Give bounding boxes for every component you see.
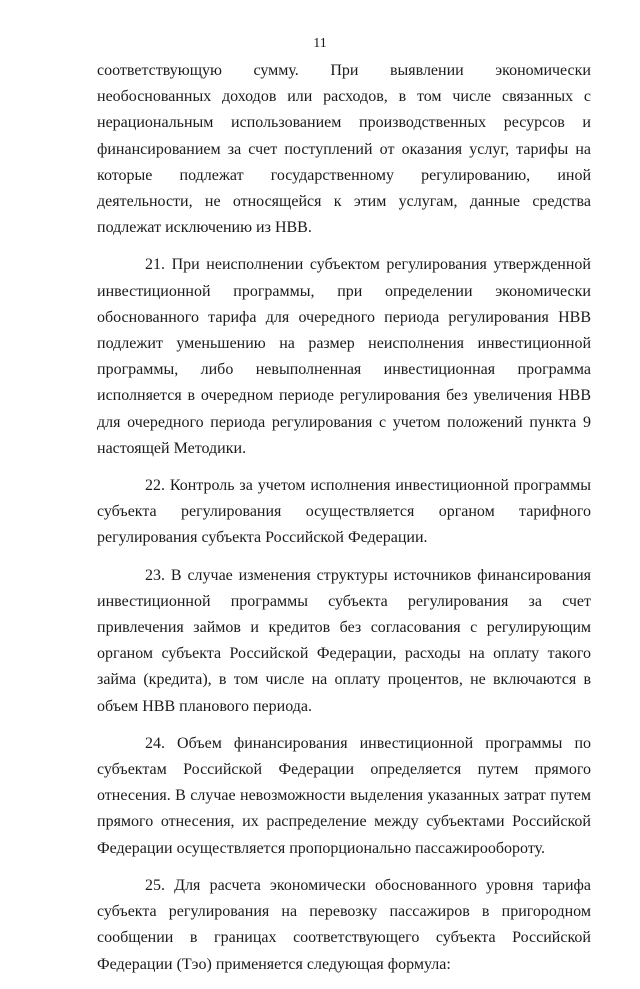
paragraph-continuation: соответствующую сумму. При выявлении экономически необоснованных доходов или расходов, в том числе связанных с нерациональным использованием производственных ресурсов и финансированием за счет поступлений от оказания услуг, тарифы на которые подлежат государственному регулированию, иной деятельности, не относящейся к этим услугам, данные средства подлежат исключению из НВВ.	[97, 62, 591, 237]
document-body	[97, 58, 591, 989]
paragraph-21: 21. При неисполнении субъектом регулирования утвержденной инвестиционной программы, при определении экономически обоснованного тарифа для очередного периода регулирования НВВ подлежит уменьшению на размер неисполнения инвестиционной программы, либо невыполненная инвестиционная программа исполняется в очередном периоде регулирования без увеличения НВВ для очередного периода регулирования с учетом положений пункта 9 настоящей Методики.	[97, 256, 591, 457]
paragraph-23: 23. В случае изменения структуры источников финансирования инвестиционной программы субъекта регулирования за счет привлечения займов и кредитов без согласования с регулирующим органом субъекта Российской Федерации, расходы на оплату такого займа (кредита), в том числе на оплату процентов, не включаются в объем НВВ планового периода.	[97, 566, 591, 715]
paragraph-24: 24. Объем финансирования инвестиционной программы по субъектам Российской Федерации определяется путем прямого отнесения. В случае невозможности выделения указанных затрат путем прямого отнесения, их распределение между субъектами Российской Федерации осуществляется пропорционально пассажирообороту.	[97, 734, 591, 857]
page-number: 11	[313, 36, 327, 51]
paragraph-22: 22. Контроль за учетом исполнения инвестиционной программы субъекта регулирования осуществляется органом тарифного регулирования субъекта Российской Федерации.	[97, 477, 591, 547]
paragraph-25: 25. Для расчета экономически обоснованного уровня тарифа субъекта регулирования на перевозку пассажиров в пригородном сообщении в границах соответствующего субъекта Российской Федерации (Тэо) применяется следующая формула:	[97, 876, 591, 973]
